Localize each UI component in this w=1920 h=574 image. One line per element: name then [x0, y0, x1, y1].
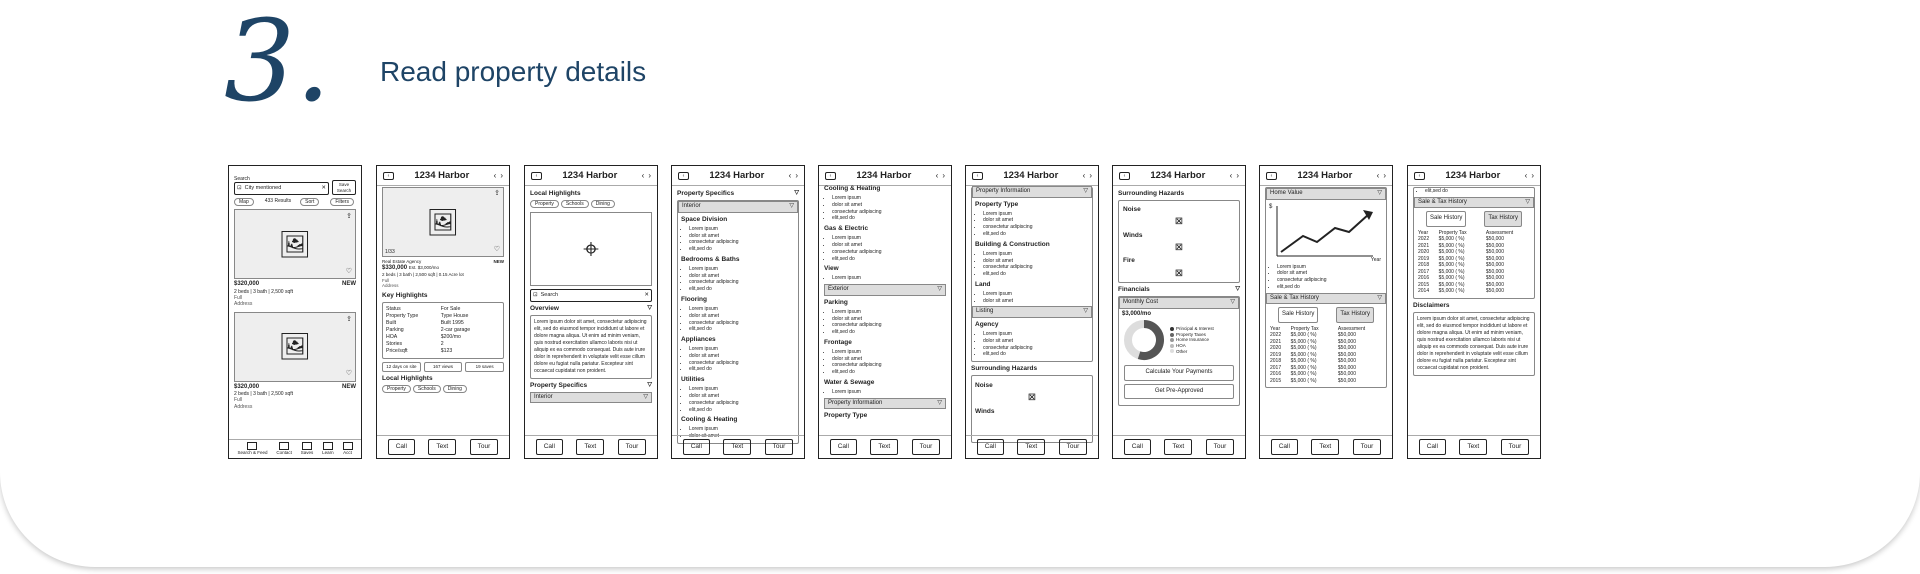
- hazard-winds: Winds: [975, 407, 995, 415]
- new-badge: NEW: [493, 259, 504, 264]
- table-row: 2015 $5,000 ( %) $50,000: [1418, 281, 1504, 288]
- text-button[interactable]: Text: [1017, 439, 1045, 455]
- listing-price: $320,000: [234, 281, 260, 288]
- footer: [377, 435, 509, 458]
- search-icon: ⊡: [533, 291, 538, 298]
- image-icon: 🖼: [426, 206, 460, 237]
- bullet-list: • Lorem ipsum: [824, 275, 946, 282]
- property-specifics-header[interactable]: Property Specifics ▽: [530, 381, 652, 389]
- property-status: Full: [382, 277, 390, 283]
- call-button[interactable]: Call: [977, 439, 1004, 455]
- pill-dining[interactable]: Dining: [443, 385, 467, 393]
- group-title: Agency: [975, 320, 999, 328]
- screen-search-results: [228, 165, 362, 459]
- pill-property[interactable]: Property: [382, 385, 411, 393]
- prev-icon[interactable]: ‹: [1229, 170, 1233, 180]
- legend-item: Principal & Interest: [1170, 326, 1214, 332]
- screen-disclaimers: [1407, 165, 1541, 459]
- key-row: Built Built 1995: [386, 320, 464, 327]
- property-information-bar[interactable]: Property Information ▽: [972, 186, 1092, 198]
- image-icon: 🖼: [278, 229, 312, 260]
- collapse-icon: ▽: [789, 203, 794, 210]
- legend-dot-4: [1170, 349, 1174, 353]
- listing-status: Full: [234, 295, 243, 302]
- table-row: 2015 $5,000 ( %) $50,000: [1270, 377, 1356, 384]
- footer: [966, 435, 1098, 458]
- listing-price: $320,000: [234, 383, 260, 390]
- header-title: 1234 Harbor: [856, 169, 912, 181]
- stat-saves: 19 saves: [465, 362, 504, 372]
- image-icon: ⊠: [1174, 241, 1184, 253]
- image-icon: ⊠: [1027, 392, 1037, 404]
- hazard-noise: Noise: [1123, 206, 1141, 214]
- collapse-icon: ▽: [794, 190, 799, 196]
- next-icon[interactable]: ›: [795, 170, 798, 180]
- home-value-bar[interactable]: Home Value ▽: [1266, 188, 1386, 200]
- pill-dining[interactable]: Dining: [591, 200, 615, 208]
- y-axis-label: $: [1269, 203, 1273, 210]
- prev-icon[interactable]: ‹: [1082, 170, 1086, 180]
- tour-button[interactable]: Tour: [1353, 439, 1382, 455]
- calculate-payments-button[interactable]: Calculate Your Payments: [1124, 365, 1234, 381]
- screen-property-information: [965, 165, 1099, 459]
- bullet-list: • Lorem ipsum • dolor sit amet • consectetur adipiscing • elit,sed do: [975, 251, 1089, 278]
- step-number: 3.: [224, 0, 331, 127]
- header-title: 1234 Harbor: [1445, 169, 1501, 181]
- collapse-icon: ▽: [1377, 190, 1382, 196]
- header-title: 1234 Harbor: [1003, 169, 1059, 181]
- header: [1260, 166, 1392, 186]
- pill-property[interactable]: Property: [530, 200, 559, 208]
- text-button[interactable]: Text: [576, 439, 604, 455]
- prev-icon[interactable]: ‹: [641, 170, 645, 180]
- bullet-list: • Lorem ipsum • dolor sit amet • consectetur adipiscing • elit,sed do: [824, 235, 946, 262]
- nav-search[interactable]: Search & Feed: [237, 442, 267, 456]
- collapse-icon: ▽: [937, 286, 942, 293]
- group-title: Appliances: [681, 336, 716, 343]
- screen-property-specifics: [671, 165, 805, 459]
- monthly-cost-bar[interactable]: Monthly Cost ▽: [1119, 297, 1239, 309]
- results-count: 433 Results: [264, 198, 292, 205]
- text-button[interactable]: Text: [723, 439, 751, 455]
- screen-local-highlights: [524, 165, 658, 459]
- listing-details: 2 beds | 3 bath | 2,500 sqft: [234, 288, 294, 295]
- collapse-icon: ▽: [1377, 294, 1382, 301]
- listing-badge: NEW: [342, 383, 356, 390]
- next-icon[interactable]: ›: [942, 170, 945, 180]
- group-title: Property Type: [975, 200, 1019, 208]
- header: [819, 166, 951, 186]
- back-icon[interactable]: ‹: [1266, 172, 1277, 180]
- table-header: Year Property Tax Assessment: [1418, 229, 1514, 236]
- tax-history-button[interactable]: Tax History: [1336, 307, 1374, 323]
- group-title: Cooling & Heating: [824, 185, 881, 192]
- text-button[interactable]: Text: [1459, 439, 1487, 455]
- image-icon: ⊠: [1174, 216, 1184, 228]
- group-title: Flooring: [681, 295, 707, 303]
- hazards-title: Surrounding Hazards: [971, 365, 1038, 372]
- tour-button[interactable]: Tour: [765, 439, 794, 455]
- save-search-button[interactable]: Save Search: [332, 180, 356, 195]
- nav-contact[interactable]: Contact: [276, 442, 292, 456]
- tax-history-button[interactable]: Tax History: [1484, 211, 1522, 227]
- bullet-list: • Lorem ipsum • dolor sit amet • consectetur adipiscing • elit,sed do: [681, 386, 795, 413]
- local-highlights-title: Local Highlights: [530, 190, 581, 197]
- stat-views: 167 views: [424, 362, 463, 372]
- tax-history-table: [1269, 326, 1383, 385]
- back-icon[interactable]: ‹: [825, 172, 836, 180]
- back-icon[interactable]: ‹: [1119, 172, 1130, 180]
- pill-schools[interactable]: Schools: [561, 200, 589, 208]
- pill-schools[interactable]: Schools: [413, 385, 441, 393]
- footer: [819, 435, 951, 458]
- call-button[interactable]: Call: [683, 439, 710, 455]
- disclaimers-text: Lorem ipsum dolor sit amet, consectetur adipiscing elit, sed do eiusmod tempor incididunt ut labore et dolore magna aliqua. Ut enim ad minim veniam, quis nostrud exercitation ullamco laboris nisi ut aliquip ex ea commodo consequat. Duis aute irure dolor in reprehenderit in voluptate velit esse cillum dolore eu fugiat nulla pariatur. Excepteur sint occaecat cupidatat non proident.: [1413, 312, 1535, 376]
- bullet-list: • Lorem ipsum • dolor sit amet: [681, 426, 795, 440]
- tour-button[interactable]: Tour: [912, 439, 941, 455]
- bullet-list: • Lorem ipsum • dolor sit amet • consectetur adipiscing • elit,sed do: [681, 346, 795, 373]
- listing-photo[interactable]: [234, 312, 356, 382]
- footer: [1408, 435, 1540, 458]
- bullet-list: • Lorem ipsum • dolor sit amet: [975, 291, 1089, 305]
- header: [377, 166, 509, 186]
- clear-icon[interactable]: ✕: [321, 185, 326, 192]
- key-row: Property Type Type House: [386, 313, 469, 320]
- collapse-icon: ▽: [1525, 198, 1530, 205]
- expand-icon: ▽: [647, 381, 652, 388]
- hazard-noise: Noise: [975, 382, 993, 390]
- legend-dot-2: [1170, 338, 1174, 342]
- header: [1408, 166, 1540, 186]
- legend-dot-3: [1170, 344, 1174, 348]
- header: [525, 166, 657, 186]
- donut-segment: [1139, 324, 1160, 356]
- call-button[interactable]: Call: [830, 439, 857, 455]
- table-header: Year Property Tax Assessment: [1270, 325, 1366, 332]
- sort-button[interactable]: Sort: [300, 198, 319, 206]
- collapse-icon: ▽: [1083, 188, 1088, 194]
- interior-bar[interactable]: Interior ▽: [530, 392, 652, 404]
- property-details: 2 beds | 3 bath | 2,500 sqft | 0.15 Acre lot: [382, 272, 464, 278]
- group-title: Building & Construction: [975, 240, 1050, 248]
- local-highlights-title: Local Highlights: [382, 374, 433, 382]
- share-icon[interactable]: ⇪: [494, 190, 500, 197]
- stat-days: 12 days on site: [382, 362, 421, 372]
- prev-icon[interactable]: ‹: [935, 170, 939, 180]
- table-row: 2016 $5,000 ( %) $50,000: [1418, 275, 1504, 282]
- clear-icon[interactable]: ✕: [644, 291, 649, 298]
- sale-history-button[interactable]: Sale History: [1278, 307, 1318, 323]
- search-icon: ⊡: [237, 185, 242, 192]
- tour-button[interactable]: Tour: [618, 439, 647, 455]
- search-label: Search: [234, 176, 250, 182]
- call-button[interactable]: Call: [1419, 439, 1446, 455]
- search-input[interactable]: [530, 289, 652, 302]
- key-highlights-table: [382, 302, 504, 359]
- disclaimers-title: Disclaimers: [1413, 301, 1450, 309]
- table-row: 2017 $5,000 ( %) $50,000: [1418, 268, 1504, 275]
- hazard-winds: Winds: [1123, 231, 1143, 239]
- property-price: $330,000: [382, 264, 408, 271]
- bottom-nav: [229, 439, 361, 458]
- back-icon[interactable]: ‹: [531, 172, 542, 180]
- key-row: Stories 2: [386, 341, 444, 348]
- key-row: Status For Sale: [386, 306, 461, 313]
- history-bar[interactable]: Sale & Tax History ▽: [1266, 293, 1386, 305]
- table-row: 2018 $5,000 ( %) $50,000: [1418, 262, 1504, 269]
- table-row: 2018 $5,000 ( %) $50,000: [1270, 358, 1356, 364]
- map-button[interactable]: Map: [234, 198, 254, 206]
- header-title: 1234 Harbor: [562, 169, 618, 181]
- expand-icon: ▽: [643, 393, 648, 400]
- back-icon[interactable]: ‹: [972, 172, 983, 180]
- text-button[interactable]: Text: [1311, 439, 1339, 455]
- bullet-list: • Lorem ipsum • dolor sit amet • consectetur adipiscing • elit,sed do: [824, 309, 946, 336]
- legend-item: Other: [1170, 349, 1214, 355]
- next-icon[interactable]: ›: [1531, 170, 1534, 180]
- value-trend-chart: [1273, 202, 1383, 264]
- bullet-list: • elit,sed do: [1417, 188, 1531, 195]
- map-view[interactable]: [530, 212, 652, 286]
- listing-bar[interactable]: Listing ▽: [972, 306, 1092, 318]
- table-row: 2017 $5,000 ( %) $50,000: [1270, 364, 1356, 371]
- group-title: Cooling & Heating: [681, 416, 738, 424]
- trend-line: [1281, 214, 1369, 252]
- footer: [1260, 435, 1392, 458]
- call-button[interactable]: Call: [388, 439, 415, 455]
- property-address: Address: [382, 283, 399, 289]
- estimate: Est. $3,000/mo: [408, 264, 439, 270]
- table-row: 2021 $5,000 ( %) $50,000: [1418, 242, 1504, 249]
- sale-history-button[interactable]: Sale History: [1426, 211, 1466, 227]
- key-row: Parking 2-car garage: [386, 327, 471, 334]
- group-title: Water & Sewage: [824, 378, 875, 386]
- hazards-title: Surrounding Hazards: [1118, 190, 1185, 197]
- share-icon[interactable]: ⇪: [346, 213, 352, 221]
- bullet-list: • Lorem ipsum • dolor sit amet • consectetur adipiscing • elit,sed do: [975, 331, 1089, 358]
- collapse-icon: ▽: [1235, 286, 1240, 292]
- bullet-list: • Lorem ipsum: [824, 389, 946, 396]
- collapse-icon: ▽: [647, 304, 652, 311]
- search-value: City mentioned: [244, 185, 282, 192]
- bullet-list: • Lorem ipsum • dolor sit amet • consectetur adipiscing • elit,sed do: [824, 195, 946, 222]
- collapse-icon: ▽: [1083, 308, 1088, 315]
- key-row: Price/sqft $123: [386, 348, 453, 355]
- screen-home-value: [1259, 165, 1393, 459]
- property-specifics-header[interactable]: Property Specifics ▽: [677, 190, 799, 197]
- bullet-list: • Lorem ipsum • dolor sit amet • consectetur adipiscing • elit,sed do: [681, 226, 795, 253]
- footer: [672, 435, 804, 458]
- share-icon[interactable]: ⇪: [346, 315, 352, 323]
- listing-status: Full: [234, 397, 243, 404]
- tour-button[interactable]: Tour: [1206, 439, 1235, 455]
- photo-count: 1/33: [385, 248, 395, 255]
- header: [966, 166, 1098, 186]
- exterior-bar[interactable]: Exterior ▽: [824, 284, 946, 296]
- search-input[interactable]: [234, 182, 329, 195]
- image-icon: 🖼: [278, 331, 312, 362]
- overview-header[interactable]: Overview ▽: [530, 304, 652, 312]
- header-title: 1234 Harbor: [1297, 169, 1353, 181]
- listing-address: Address: [234, 403, 253, 410]
- footer: [525, 435, 657, 458]
- text-button[interactable]: Text: [1164, 439, 1192, 455]
- heart-icon[interactable]: ♡: [493, 246, 500, 254]
- listing-badge: NEW: [342, 281, 356, 288]
- group-title: Utilities: [681, 376, 705, 384]
- bullet-list: • Lorem ipsum • dolor sit amet • consectetur adipiscing • elit,sed do: [975, 211, 1089, 238]
- text-button[interactable]: Text: [870, 439, 898, 455]
- image-icon: ⊠: [1174, 267, 1184, 279]
- group-title: Frontage: [824, 338, 852, 346]
- table-row: 2019 $5,000 ( %) $50,000: [1418, 255, 1504, 262]
- tour-button[interactable]: Tour: [470, 439, 499, 455]
- map-pin-icon: ⌖: [583, 233, 599, 265]
- heart-icon[interactable]: ♡: [345, 267, 352, 275]
- listing-details: 2 beds | 3 bath | 2,500 sqft: [234, 391, 294, 398]
- legend-item: HOA: [1170, 343, 1214, 349]
- nav-learn[interactable]: Learn: [322, 442, 334, 456]
- prev-icon[interactable]: ‹: [1376, 170, 1380, 180]
- filters-button[interactable]: Filters: [330, 198, 354, 206]
- next-icon[interactable]: ›: [1236, 170, 1239, 180]
- table-row: 2022 $5,000 ( %) $50,000: [1418, 236, 1504, 243]
- table-row: 2020 $5,000 ( %) $50,000: [1418, 249, 1504, 256]
- legend-item: Property Taxes: [1170, 332, 1214, 338]
- group-title: Space Division: [681, 215, 728, 223]
- table-row: 2016 $5,000 ( %) $50,000: [1270, 371, 1356, 377]
- monthly-amount: $3,000/mo: [1122, 310, 1152, 317]
- collapse-icon: ▽: [937, 399, 942, 406]
- next-icon[interactable]: ›: [500, 170, 503, 180]
- agency-name: Real Estate Agency: [382, 259, 422, 264]
- tour-button[interactable]: Tour: [1059, 439, 1088, 455]
- collapse-icon: ▽: [1230, 299, 1235, 306]
- next-icon[interactable]: ›: [648, 170, 651, 180]
- prev-icon[interactable]: ‹: [788, 170, 792, 180]
- group-title: Bedrooms & Baths: [681, 255, 740, 263]
- text-button[interactable]: Text: [428, 439, 456, 455]
- property-photo[interactable]: [382, 187, 504, 257]
- bullet-list: • Lorem ipsum • dolor sit amet • consectetur adipiscing • elit,sed do: [1269, 264, 1383, 291]
- nav-account[interactable]: Acct: [343, 442, 353, 456]
- x-axis-label: Year: [1370, 257, 1381, 264]
- screen-property-detail: [376, 165, 510, 459]
- donut-chart: [1122, 318, 1166, 362]
- screen-exterior: [818, 165, 952, 459]
- header-title: 1234 Harbor: [1150, 169, 1206, 181]
- legend-dot-1: [1170, 333, 1174, 337]
- bullet-list: • Lorem ipsum • dolor sit amet • consectetur adipiscing • elit,sed do: [824, 349, 946, 376]
- search-placeholder: Search: [540, 291, 559, 298]
- table-row: 2019 $5,000 ( %) $50,000: [1270, 351, 1356, 358]
- bullet-list: • Lorem ipsum • dolor sit amet • consectetur adipiscing • elit,sed do: [681, 266, 795, 293]
- key-row: HOA $200/mo: [386, 334, 461, 341]
- pre-approved-button[interactable]: Get Pre-Approved: [1124, 384, 1234, 400]
- table-row: 2020 $5,000 ( %) $50,000: [1270, 345, 1356, 351]
- tax-history-table: [1417, 230, 1531, 295]
- back-icon[interactable]: ‹: [383, 172, 394, 180]
- step-title: Read property details: [380, 56, 647, 87]
- header-title: 1234 Harbor: [709, 169, 765, 181]
- back-icon[interactable]: ‹: [1414, 172, 1425, 180]
- legend-item: Home Insurance: [1170, 337, 1214, 343]
- header: [672, 166, 804, 186]
- header-title: 1234 Harbor: [414, 169, 470, 181]
- history-bar[interactable]: Sale & Tax History ▽: [1414, 197, 1534, 209]
- back-icon[interactable]: ‹: [678, 172, 689, 180]
- group-title: View: [824, 265, 839, 273]
- footer: [1113, 435, 1245, 458]
- screen-financials: [1112, 165, 1246, 459]
- legend-dot-0: [1170, 327, 1174, 331]
- prev-icon[interactable]: ‹: [1524, 170, 1528, 180]
- group-title: Parking: [824, 298, 848, 306]
- header: [1113, 166, 1245, 186]
- group-title: Gas & Electric: [824, 225, 869, 233]
- heart-icon[interactable]: ♡: [345, 369, 352, 377]
- property-information-bar[interactable]: Property Information ▽: [824, 398, 946, 410]
- financials-header[interactable]: Financials ▽: [1118, 286, 1240, 293]
- table-row: 2014 $5,000 ( %) $50,000: [1418, 288, 1504, 295]
- group-title: Land: [975, 280, 991, 288]
- table-row: 2022 $5,000 ( %) $50,000: [1270, 332, 1356, 338]
- prev-icon[interactable]: ‹: [493, 170, 497, 180]
- group-title: Property Type: [824, 412, 868, 420]
- call-button[interactable]: Call: [1271, 439, 1298, 455]
- table-row: 2021 $5,000 ( %) $50,000: [1270, 338, 1356, 345]
- bullet-list: • Lorem ipsum • dolor sit amet • consectetur adipiscing • elit,sed do: [681, 306, 795, 333]
- key-highlights-title: Key Highlights: [382, 292, 428, 299]
- call-button[interactable]: Call: [536, 439, 563, 455]
- overview-text: Lorem ipsum dolor sit amet, consectetur adipiscing elit, sed do eiusmod tempor incididunt ut labore et dolore magna aliqua. Ut enim ad minim veniam, quis nostrud exercitation ullamco laboris nisi ut aliquip ex ea commodo consequat. Duis aute irure dolor in reprehenderit in voluptate velit esse cillum dolore eu fugiat nulla pariatur. Excepteur sint occaecat cupidatat non proident.: [530, 315, 652, 379]
- next-icon[interactable]: ›: [1089, 170, 1092, 180]
- listing-address: Address: [234, 301, 253, 308]
- call-button[interactable]: Call: [1124, 439, 1151, 455]
- next-icon[interactable]: ›: [1383, 170, 1386, 180]
- hazard-fire: Fire: [1123, 257, 1135, 265]
- nav-saves[interactable]: Saves: [301, 442, 314, 456]
- tour-button[interactable]: Tour: [1501, 439, 1530, 455]
- listing-photo[interactable]: [234, 209, 356, 279]
- interior-bar[interactable]: Interior ▽: [678, 201, 798, 213]
